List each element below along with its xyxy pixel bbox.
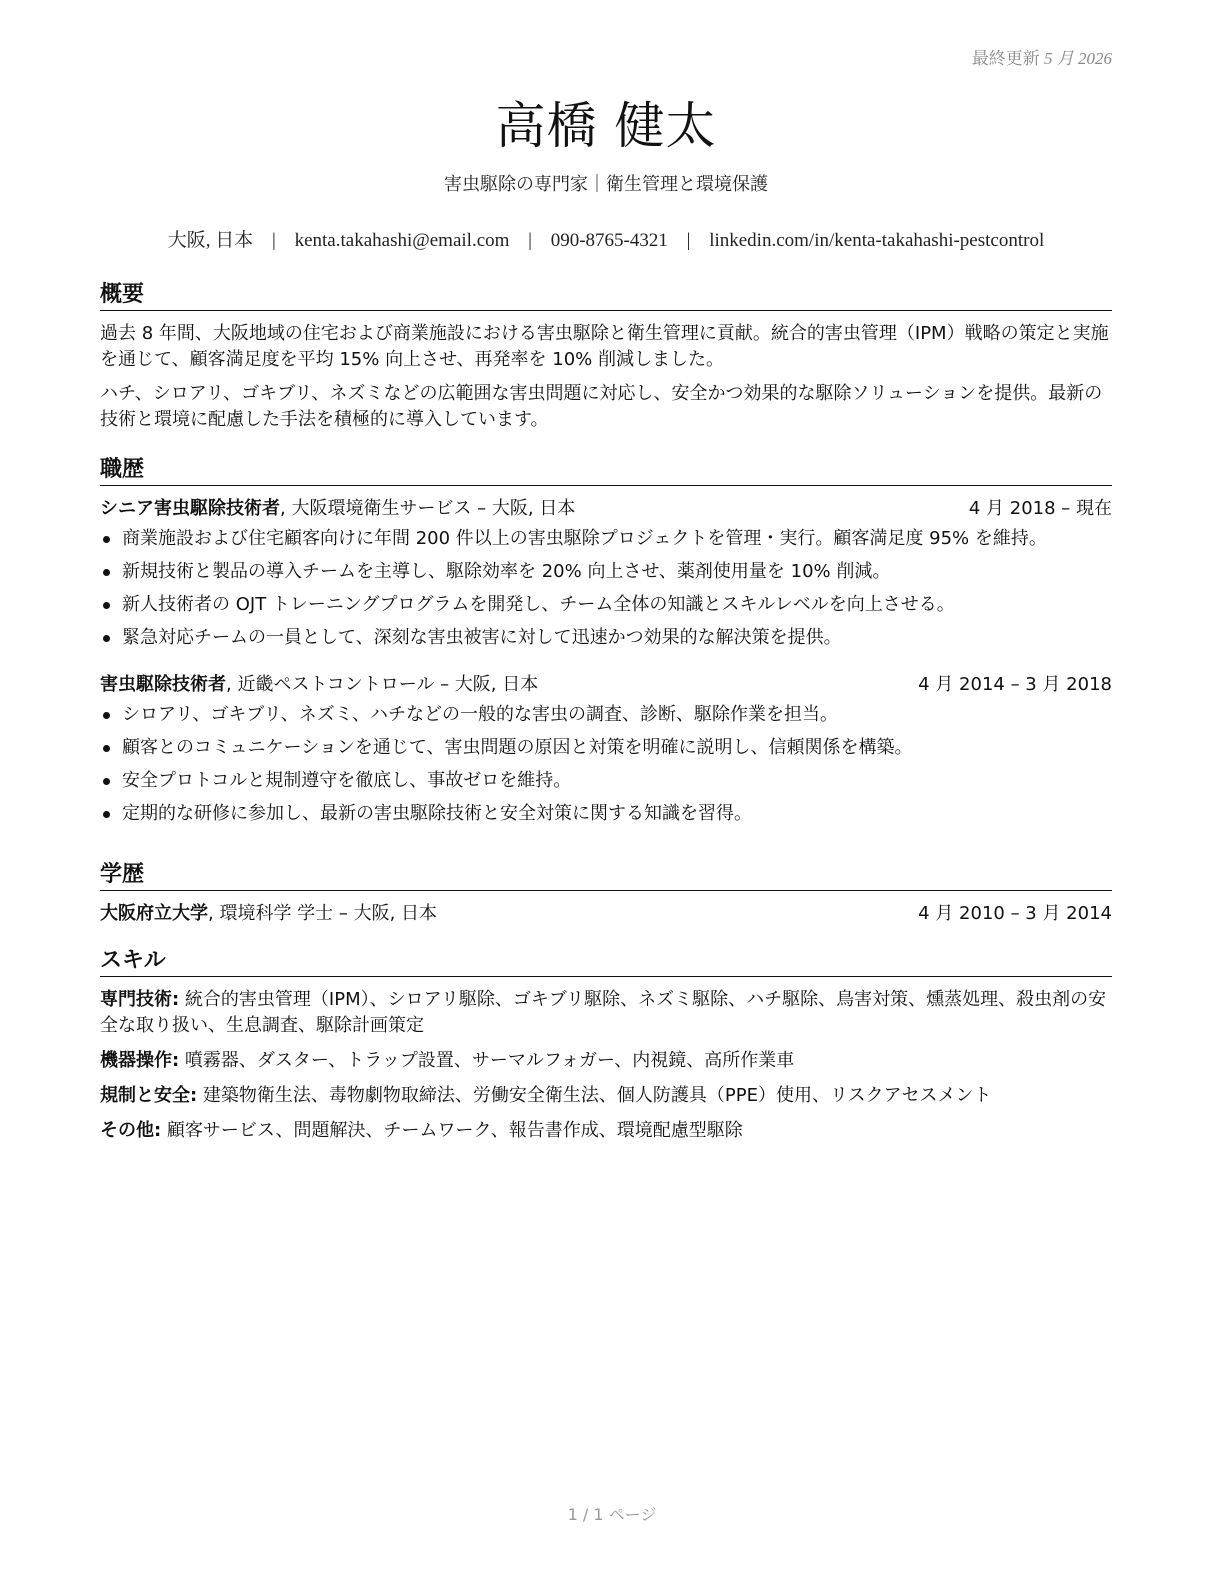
job-org: , 近畿ペストコントロール – 大阪, 日本 <box>226 674 539 695</box>
job-title-line <box>100 496 575 522</box>
last-updated-label: 最終更新 <box>971 49 1040 68</box>
education-detail: , 環境科学 学士 – 大阪, 日本 <box>208 903 438 924</box>
skill-text: 噴霧器、ダスター、トラップ設置、サーマルフォガー、内視鏡、高所作業車 <box>179 1050 795 1071</box>
education-title: 学歴 <box>100 857 1112 891</box>
skills-title: スキル <box>100 943 1112 977</box>
job-header <box>100 496 1112 522</box>
contact-line <box>100 225 1112 252</box>
job-title-line <box>100 672 538 698</box>
candidate-name: 高橋 健太 <box>495 97 717 155</box>
skill-label: 規制と安全: <box>100 1085 198 1106</box>
education-entry <box>100 901 1112 927</box>
skill-row <box>100 1118 1112 1144</box>
job-dates: 4 月 2014 – 3 月 2018 <box>918 674 1112 695</box>
bullet-item: 新人技術者の OJT トレーニングプログラムを開発し、チーム全体の知識とスキルレベルを向上させる。 <box>100 592 1112 618</box>
bullet-item: 商業施設および住宅顧客向けに年間 200 件以上の害虫駆除プロジェクトを管理・実行。顧客満足度 95% を維持。 <box>100 526 1112 552</box>
summary-title: 概要 <box>100 277 1112 311</box>
last-updated-value: 5 月 2026 <box>1044 49 1112 68</box>
tagline: 害虫駆除の専門家｜衛生管理と環境保護 <box>444 174 768 195</box>
summary-paragraph: 過去 8 年間、大阪地域の住宅および商業施設における害虫駆除と衛生管理に貢献。統合的害虫管理（IPM）戦略の策定と実施を通じて、顧客満足度を平均 15% 向上させ、再発率を 10% 削減しました。 <box>100 323 1109 370</box>
contact-separator: | <box>528 230 532 251</box>
job-role: シニア害虫駆除技術者 <box>100 498 280 519</box>
contact-linkedin[interactable]: linkedin.com/in/kenta-takahashi-pestcontrol <box>709 230 1045 251</box>
contact-separator: | <box>272 230 276 251</box>
job-bullets <box>100 526 1112 651</box>
bullet-item: 新規技術と製品の導入チームを主導し、駆除効率を 20% 向上させ、薬剤使用量を 10% 削減。 <box>100 559 1112 585</box>
skill-row <box>100 987 1112 1039</box>
skill-text: 顧客サービス、問題解決、チームワーク、報告書作成、環境配慮型駆除 <box>161 1120 743 1141</box>
education-section <box>100 857 1112 927</box>
skills-section <box>100 943 1112 1153</box>
job-bullets <box>100 702 1112 827</box>
skill-text: 統合的害虫管理（IPM）、シロアリ駆除、ゴキブリ駆除、ネズミ駆除、ハチ駆除、鳥害対策、燻蒸処理、殺虫剤の安全な取り扱い、生息調査、駆除計画策定 <box>100 989 1107 1036</box>
education-line <box>100 901 437 927</box>
contact-email[interactable]: kenta.takahashi@email.com <box>294 230 510 251</box>
bullet-item: 定期的な研修に参加し、最新の害虫駆除技術と安全対策に関する知識を習得。 <box>100 801 1112 827</box>
job-entry <box>100 672 1112 827</box>
skill-label: 専門技術: <box>100 989 180 1010</box>
experience-title: 職歴 <box>100 452 1112 486</box>
bullet-item: シロアリ、ゴキブリ、ネズミ、ハチなどの一般的な害虫の調査、診断、駆除作業を担当。 <box>100 702 1112 728</box>
job-org: , 大阪環境衛生サービス – 大阪, 日本 <box>280 498 576 519</box>
summary-paragraph: ハチ、シロアリ、ゴキブリ、ネズミなどの広範囲な害虫問題に対応し、安全かつ効果的な駆除ソリューションを提供。最新の技術と環境に配慮した手法を積極的に導入しています。 <box>100 383 1103 430</box>
job-dates: 4 月 2018 – 現在 <box>968 498 1112 519</box>
page-indicator: 1 / 1 ページ <box>567 1505 657 1524</box>
education-school: 大阪府立大学 <box>100 903 208 924</box>
skill-label: 機器操作: <box>100 1050 180 1071</box>
contact-phone[interactable]: 090-8765-4321 <box>550 230 668 251</box>
contact-location: 大阪, 日本 <box>167 230 254 251</box>
summary-section <box>100 277 1112 441</box>
experience-section <box>100 452 1112 834</box>
bullet-item: 顧客とのコミュニケーションを通じて、害虫問題の原因と対策を明確に説明し、信頼関係を構築。 <box>100 735 1112 761</box>
job-entry <box>100 496 1112 651</box>
skill-row <box>100 1048 1112 1074</box>
contact-separator: | <box>686 230 691 251</box>
skill-label: その他: <box>100 1120 162 1141</box>
bullet-item: 安全プロトコルと規制遵守を徹底し、事故ゼロを維持。 <box>100 768 1112 794</box>
education-dates: 4 月 2010 – 3 月 2014 <box>918 903 1112 924</box>
last-updated <box>972 44 1112 69</box>
job-role: 害虫駆除技術者 <box>100 674 226 695</box>
skill-row <box>100 1083 1112 1109</box>
bullet-item: 緊急対応チームの一員として、深刻な害虫被害に対して迅速かつ効果的な解決策を提供。 <box>100 625 1112 651</box>
job-header <box>100 672 1112 698</box>
skill-text: 建築物衛生法、毒物劇物取締法、労働安全衛生法、個人防護具（PPE）使用、リスクアセスメント <box>197 1085 992 1106</box>
